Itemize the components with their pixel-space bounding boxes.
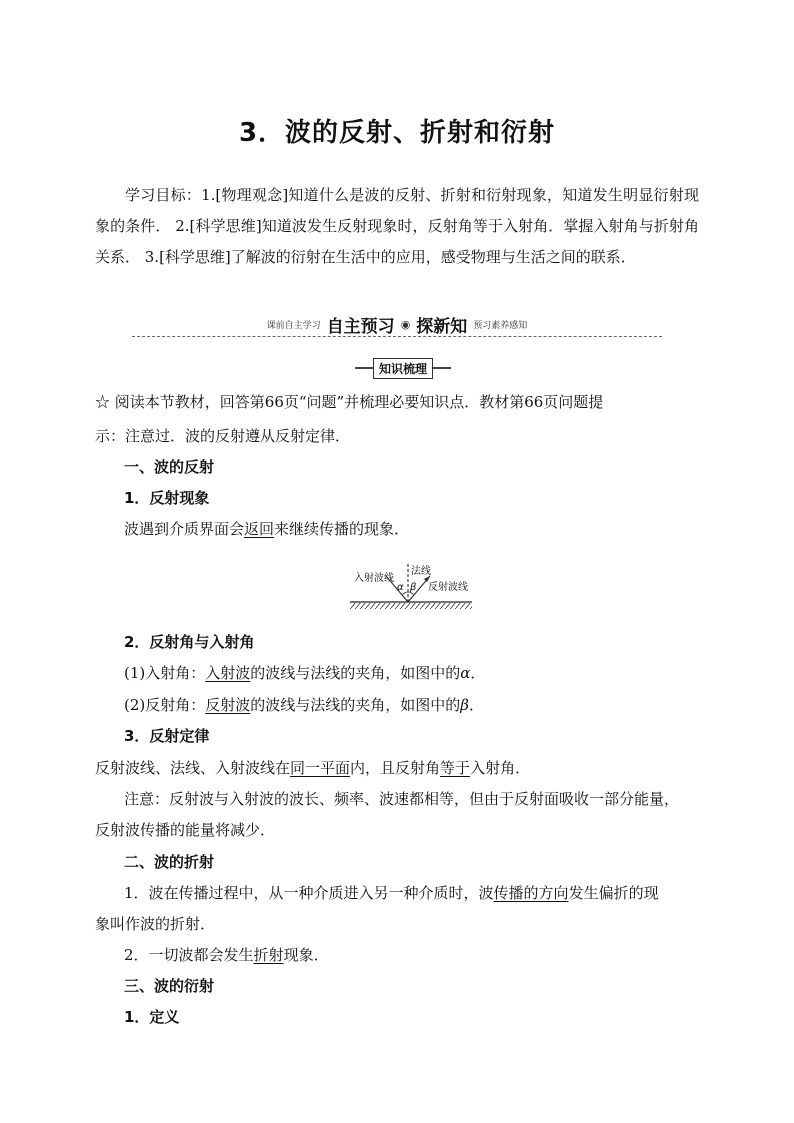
item1-pre: (1)入射角： <box>124 664 206 682</box>
beta-label: β <box>410 582 417 593</box>
def-underlined: 返回 <box>244 520 275 538</box>
tag-label: 知识梳理 <box>373 358 433 379</box>
item2-underlined: 反射波 <box>205 696 251 714</box>
item2-post: 的波线与法线的夹角，如图中的 <box>250 696 461 714</box>
refraction-para-1 <box>124 882 728 903</box>
refraction-p1-pre: 1．波在传播过程中，从一种介质进入另一种介质时，波 <box>124 884 494 902</box>
learning-objectives <box>95 180 699 273</box>
note-line-2: 反射波传播的能量将减少． <box>95 821 276 839</box>
refraction-p1-underlined: 传播的方向 <box>493 884 569 902</box>
reflection-angle-item <box>124 694 728 715</box>
note-line-1: 注意：反射波与入射波的波长、频率、波速都相等，但由于反射面吸收一部分能量， <box>124 790 680 808</box>
reflected-ray-label: 反射波线 <box>428 582 468 593</box>
reflection-law-text <box>95 757 699 778</box>
intro-line-1: ☆ 阅读本节教材，回答第66页“问题”并梳理必要知识点．教材第66页问题提 <box>95 393 604 411</box>
law-pre: 反射波线、法线、入射波线在 <box>95 759 291 777</box>
refraction-para-2 <box>124 944 728 965</box>
item2-pre: (2)反射角： <box>124 696 206 714</box>
incident-angle-item <box>124 662 728 683</box>
section-heading-refraction: 二、波的折射 <box>124 853 215 871</box>
alpha-label: α <box>397 582 404 593</box>
item2-symbol: β <box>460 696 469 714</box>
item1-period: ． <box>470 664 486 682</box>
item1-symbol: α <box>460 664 471 682</box>
section-heading-reflection: 一、波的反射 <box>124 458 215 476</box>
refraction-p2-underlined: 折射 <box>253 946 284 964</box>
law-post: 入射角． <box>470 759 531 777</box>
tag-rule-left <box>355 367 373 369</box>
reflection-diagram <box>346 560 476 616</box>
law-mid: 内，且反射角 <box>350 759 441 777</box>
intro-line-2: 示：注意过．波的反射遵从反射定律． <box>95 427 351 445</box>
item1-underlined: 入射波 <box>205 664 251 682</box>
law-underlined-1: 同一平面 <box>290 759 351 777</box>
banner-title-2: 探新知 <box>416 316 468 337</box>
refraction-para-1-line-2: 象叫作波的折射． <box>95 915 216 933</box>
item1-post: 的波线与法线的夹角，如图中的 <box>250 664 461 682</box>
knowledge-tag <box>355 358 451 378</box>
item2-period: ． <box>468 696 484 714</box>
objectives-text: 1.[物理观念]知道什么是波的反射、折射和衍射现象，知道发生明显衍射现象的条件． 2.[科学思维]知道波发生反射现象时，反射角等于入射角．掌握入射角与折射角关系． 3.[科学思维]了解波的衍射在生活中的应用，感受物理与生活之间的联系． <box>95 186 699 266</box>
subheading-angles: 2．反射角与入射角 <box>124 633 255 651</box>
def-text-pre: 波遇到介质界面会 <box>124 520 245 538</box>
subheading-reflection-law: 3．反射定律 <box>124 727 210 745</box>
law-underlined-2: 等于 <box>440 759 471 777</box>
section-heading-diffraction: 三、波的衍射 <box>124 977 215 995</box>
banner-title-1: 自主预习 <box>326 316 395 337</box>
banner-right-caption: 预习素养感知 <box>473 320 528 331</box>
refraction-p1-post: 发生偏折的现 <box>568 884 659 902</box>
banner-dot-icon: ◉ <box>400 317 411 331</box>
banner-left-caption: 课前自主学习 <box>266 320 321 331</box>
refraction-p2-pre: 2．一切波都会发生 <box>124 946 254 964</box>
reflection-definition <box>124 518 728 539</box>
section-banner <box>132 312 662 346</box>
surface-hatching <box>350 603 472 609</box>
page-title: 3．波的反射、折射和衍射 <box>238 118 556 148</box>
subheading-reflection-phenomenon: 1．反射现象 <box>124 489 210 507</box>
subheading-definition: 1．定义 <box>124 1008 180 1026</box>
tag-rule-right <box>433 367 451 369</box>
objectives-lead: 学习目标： <box>125 186 202 204</box>
incident-ray-label: 入射波线 <box>354 573 394 584</box>
def-text-post: 来继续传播的现象． <box>274 520 410 538</box>
normal-label: 法线 <box>411 566 431 577</box>
banner-divider <box>132 336 662 337</box>
refraction-p2-post: 现象． <box>283 946 329 964</box>
